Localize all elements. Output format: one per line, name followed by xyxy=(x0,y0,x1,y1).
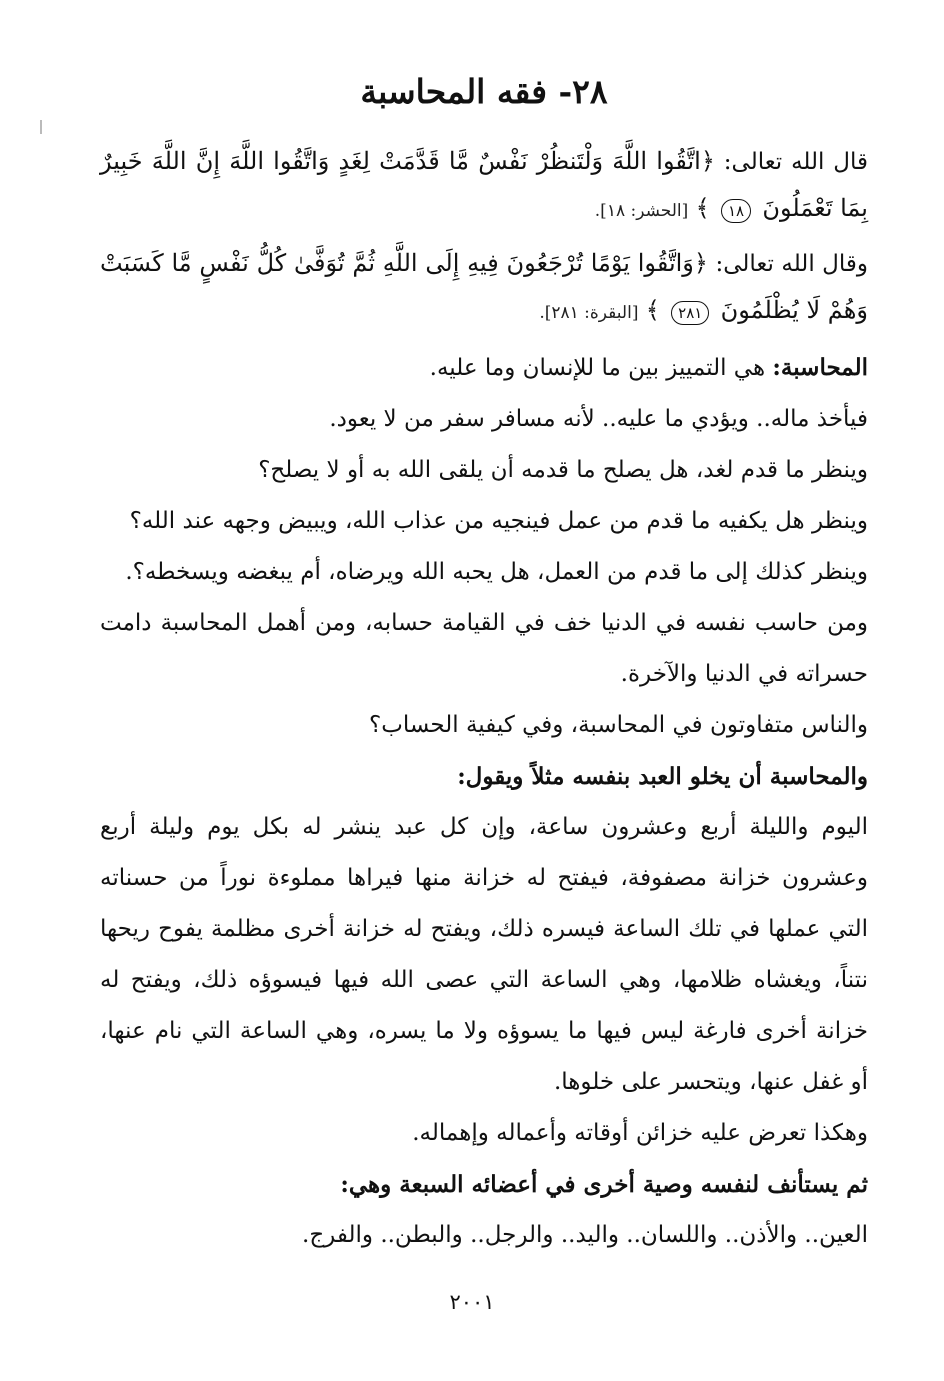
paragraph-definition xyxy=(100,342,868,394)
paragraph-5: وينظر كذلك إلى ما قدم من العمل، هل يحبه الله ويرضاه، أم يبغضه ويسخطه؟. xyxy=(125,559,868,585)
verse-2-reference: [البقرة: ٢٨١]. xyxy=(539,303,639,323)
paragraph-7: والناس متفاوتون في المحاسبة، وفي كيفية الحساب؟ xyxy=(369,712,868,738)
verse-1-text: ﴿اتَّقُوا اللَّهَ وَلْتَنظُرْ نَفْسٌ مَّا قَدَّمَتْ لِغَدٍ وَاتَّقُوا اللَّهَ إِنَّ اللَّهَ خَبِيرٌ بِمَا تَعْمَلُونَ xyxy=(100,147,868,222)
verse-1-reference: [الحشر: ١٨]. xyxy=(594,201,689,221)
verse-2 xyxy=(100,240,868,336)
verse-2-text: ﴿وَاتَّقُوا يَوْمًا تُرْجَعُونَ فِيهِ إِلَى اللَّهِ ثُمَّ تُوَفَّىٰ كُلُّ نَفْسٍ مَّا كَسَبَتْ وَهُمْ لَا يُظْلَمُونَ xyxy=(100,249,868,324)
verse-2-intro: وقال الله تعالى: xyxy=(715,251,869,277)
verse-1-close: ﴾ xyxy=(695,194,710,222)
paragraph-4: وينظر هل يكفيه ما قدم من عمل فينجيه من عذاب الله، ويبيض وجهه عند الله؟ xyxy=(129,508,868,534)
page-title: ٢٨- فقه المحاسبة xyxy=(360,72,608,111)
page-content xyxy=(100,68,868,1261)
page-number: ٢٠٠١ xyxy=(449,1290,495,1314)
definition-lead: المحاسبة: xyxy=(772,354,868,381)
verse-2-ayah-number: ٢٨١ xyxy=(671,301,709,325)
verse-1 xyxy=(100,138,868,234)
paragraph-2: فيأخذ ماله.. ويؤدي ما عليه.. لأنه مسافر سفر من لا يعود. xyxy=(329,406,868,432)
paragraph-treasuries: اليوم والليلة أربع وعشرون ساعة، وإن كل عبد ينشر له بكل يوم وليلة أربع وعشرون خزانة مصفوفة، فيفتح له خزانة منها فيراها مملوءة نوراً من حسناته التي عملها في تلك الساعة فيسره ذلك، ويفتح له خزانة أخرى مظلمة يفوح ريحها نتناً، ويغشاه ظلامها، وهي الساعة التي عصى الله فيها فيسوؤه ذلك، ويفتح له خزانة أخرى فارغة ليس فيها ما يسوؤه ولا ما يسره، وهي الساعة التي نام عنها، أو غفل عنها، ويتحسر على خلوها. xyxy=(100,814,868,1095)
verse-1-intro: قال الله تعالى: xyxy=(723,149,869,175)
section-heading-2: ثم يستأنف لنفسه وصية أخرى في أعضائه السبعة وهي: xyxy=(340,1171,868,1198)
margin-mark xyxy=(40,120,42,134)
verse-1-ayah-number: ١٨ xyxy=(721,199,751,223)
section-heading-1: والمحاسبة أن يخلو العبد بنفسه مثلاً ويقول: xyxy=(457,763,868,790)
paragraph-3: وينظر ما قدم لغد، هل يصلح ما قدمه أن يلقى الله به أو لا يصلح؟ xyxy=(258,457,868,483)
paragraph-organs: العين.. والأذن.. واللسان.. واليد.. والرجل.. والبطن.. والفرج. xyxy=(302,1222,868,1248)
definition-text: هي التمييز بين ما للإنسان وما عليه. xyxy=(429,355,773,381)
paragraph-6: ومن حاسب نفسه في الدنيا خف في القيامة حسابه، ومن أهمل المحاسبة دامت حسراته في الدنيا والآخرة. xyxy=(100,610,868,687)
paragraph-summary: وهكذا تعرض عليه خزائن أوقاته وأعماله وإهماله. xyxy=(412,1120,868,1146)
verse-2-close: ﴾ xyxy=(645,296,660,324)
